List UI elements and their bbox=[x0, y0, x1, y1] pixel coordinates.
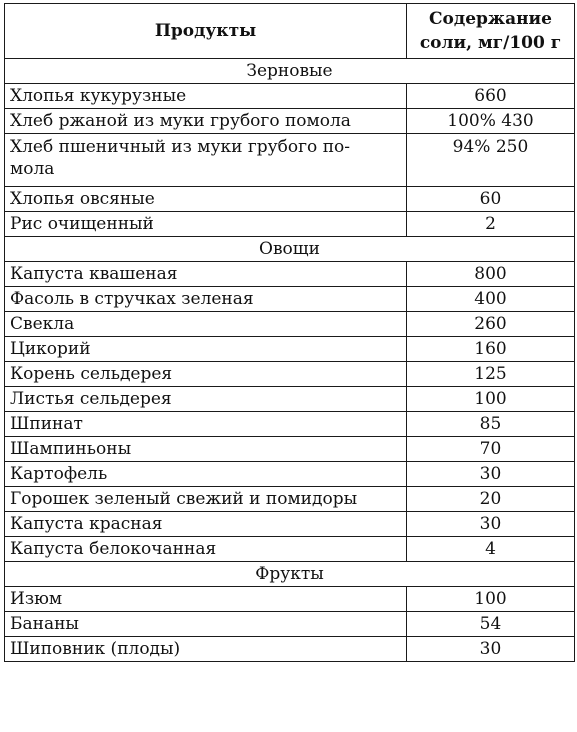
table-header-row bbox=[5, 4, 575, 59]
product-name: Капуста красная bbox=[5, 512, 407, 537]
salt-value: 30 bbox=[407, 462, 575, 487]
salt-value: 160 bbox=[407, 337, 575, 362]
table-row bbox=[5, 387, 575, 412]
table-row bbox=[5, 212, 575, 237]
section-row-vegetables bbox=[5, 237, 575, 262]
salt-value: 800 bbox=[407, 262, 575, 287]
product-name: Картофель bbox=[5, 462, 407, 487]
salt-value: 94% 250 bbox=[407, 134, 575, 187]
product-name bbox=[5, 134, 407, 187]
table-row bbox=[5, 134, 575, 187]
table-row bbox=[5, 337, 575, 362]
salt-value: 400 bbox=[407, 287, 575, 312]
product-name: Рис очищенный bbox=[5, 212, 407, 237]
table-row bbox=[5, 512, 575, 537]
table-row bbox=[5, 312, 575, 337]
product-name: Листья сельдерея bbox=[5, 387, 407, 412]
section-title: Зерновые bbox=[5, 59, 575, 84]
salt-value: 100 bbox=[407, 387, 575, 412]
column-header-salt-line1: Содержание bbox=[429, 9, 552, 29]
salt-value: 4 bbox=[407, 537, 575, 562]
salt-value: 100% 430 bbox=[407, 109, 575, 134]
salt-value: 85 bbox=[407, 412, 575, 437]
product-name: Хлопья кукурузные bbox=[5, 84, 407, 109]
table-row bbox=[5, 587, 575, 612]
salt-value: 54 bbox=[407, 612, 575, 637]
table-row bbox=[5, 412, 575, 437]
salt-value: 70 bbox=[407, 437, 575, 462]
product-name: Хлеб ржаной из муки грубого помола bbox=[5, 109, 407, 134]
product-name: Корень сельдерея bbox=[5, 362, 407, 387]
column-header-salt-line2: соли, мг/100 г bbox=[419, 33, 562, 53]
table-row bbox=[5, 109, 575, 134]
table-row bbox=[5, 362, 575, 387]
table-row bbox=[5, 612, 575, 637]
product-name: Фасоль в стручках зеленая bbox=[5, 287, 407, 312]
product-name: Горошек зеленый свежий и помидоры bbox=[5, 487, 407, 512]
salt-value: 2 bbox=[407, 212, 575, 237]
table-row bbox=[5, 187, 575, 212]
table-row bbox=[5, 262, 575, 287]
table-row bbox=[5, 487, 575, 512]
table-row bbox=[5, 462, 575, 487]
product-name: Капуста квашеная bbox=[5, 262, 407, 287]
table-row bbox=[5, 84, 575, 109]
product-name: Хлопья овсяные bbox=[5, 187, 407, 212]
product-name: Шпинат bbox=[5, 412, 407, 437]
product-name: Шиповник (плоды) bbox=[5, 637, 407, 662]
product-name: Капуста белокочанная bbox=[5, 537, 407, 562]
salt-value: 125 bbox=[407, 362, 575, 387]
salt-value: 60 bbox=[407, 187, 575, 212]
section-row-fruits bbox=[5, 562, 575, 587]
salt-value: 260 bbox=[407, 312, 575, 337]
product-name: Цикорий bbox=[5, 337, 407, 362]
product-name: Изюм bbox=[5, 587, 407, 612]
table-row bbox=[5, 637, 575, 662]
product-name-line2: мола bbox=[10, 159, 55, 179]
section-title: Овощи bbox=[5, 237, 575, 262]
column-header-salt-content bbox=[407, 4, 575, 59]
section-row-grains bbox=[5, 59, 575, 84]
table-row bbox=[5, 537, 575, 562]
product-name: Свекла bbox=[5, 312, 407, 337]
salt-value: 20 bbox=[407, 487, 575, 512]
column-header-product: Продукты bbox=[5, 4, 407, 59]
product-name: Шампиньоны bbox=[5, 437, 407, 462]
salt-value: 30 bbox=[407, 637, 575, 662]
salt-content-table bbox=[4, 3, 575, 662]
table-row bbox=[5, 437, 575, 462]
salt-value: 30 bbox=[407, 512, 575, 537]
product-name: Бананы bbox=[5, 612, 407, 637]
salt-value: 100 bbox=[407, 587, 575, 612]
table-row bbox=[5, 287, 575, 312]
product-name-line1: Хлеб пшеничный из муки грубого по- bbox=[10, 137, 350, 157]
salt-value: 660 bbox=[407, 84, 575, 109]
section-title: Фрукты bbox=[5, 562, 575, 587]
